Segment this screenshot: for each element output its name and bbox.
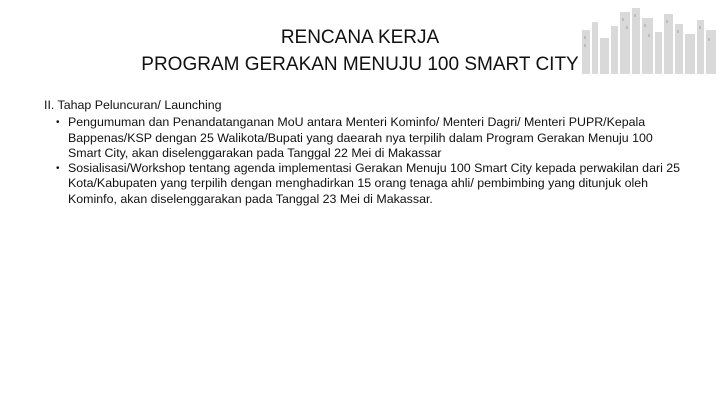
- bullet-dot: •: [56, 117, 60, 129]
- bullet-list: [44, 115, 684, 207]
- bullet-text: Pengumuman dan Penandatanganan MoU antara Menteri Kominfo/ Menteri Dagri/ Menteri PUPR/Kepala Bappenas/KSP dengan 25 Walikota/Bupati yang daearah nya terpilih dalam Program Gerakan Menuju 100 Smart City, akan diselenggarakan pada Tanggal 22 Mei di Makassar: [68, 115, 653, 160]
- bullet-text: Sosialisasi/Workshop tentang agenda implementasi Gerakan Menuju 100 Smart City kepada perwakilan dari 25 Kota/Kabupaten yang terpilih dengan menghadirkan 15 orang tenaga ahli/ pembimbing yang ditunjuk oleh Kominfo, akan diselenggarakan pada Tanggal 23 Mei di Makassar.: [68, 161, 681, 206]
- bullet-item-announcement: [44, 115, 684, 161]
- title-line-2: PROGRAM GERAKAN MENUJU 100 SMART CITY: [141, 54, 579, 75]
- bullet-dot: •: [56, 163, 60, 175]
- slide-title: [60, 24, 660, 78]
- bullet-item-workshop: [44, 161, 684, 207]
- title-line-1: RENCANA KERJA: [280, 27, 440, 48]
- slide-body: [44, 98, 684, 207]
- section-heading: II. Tahap Peluncuran/ Launching: [44, 98, 222, 112]
